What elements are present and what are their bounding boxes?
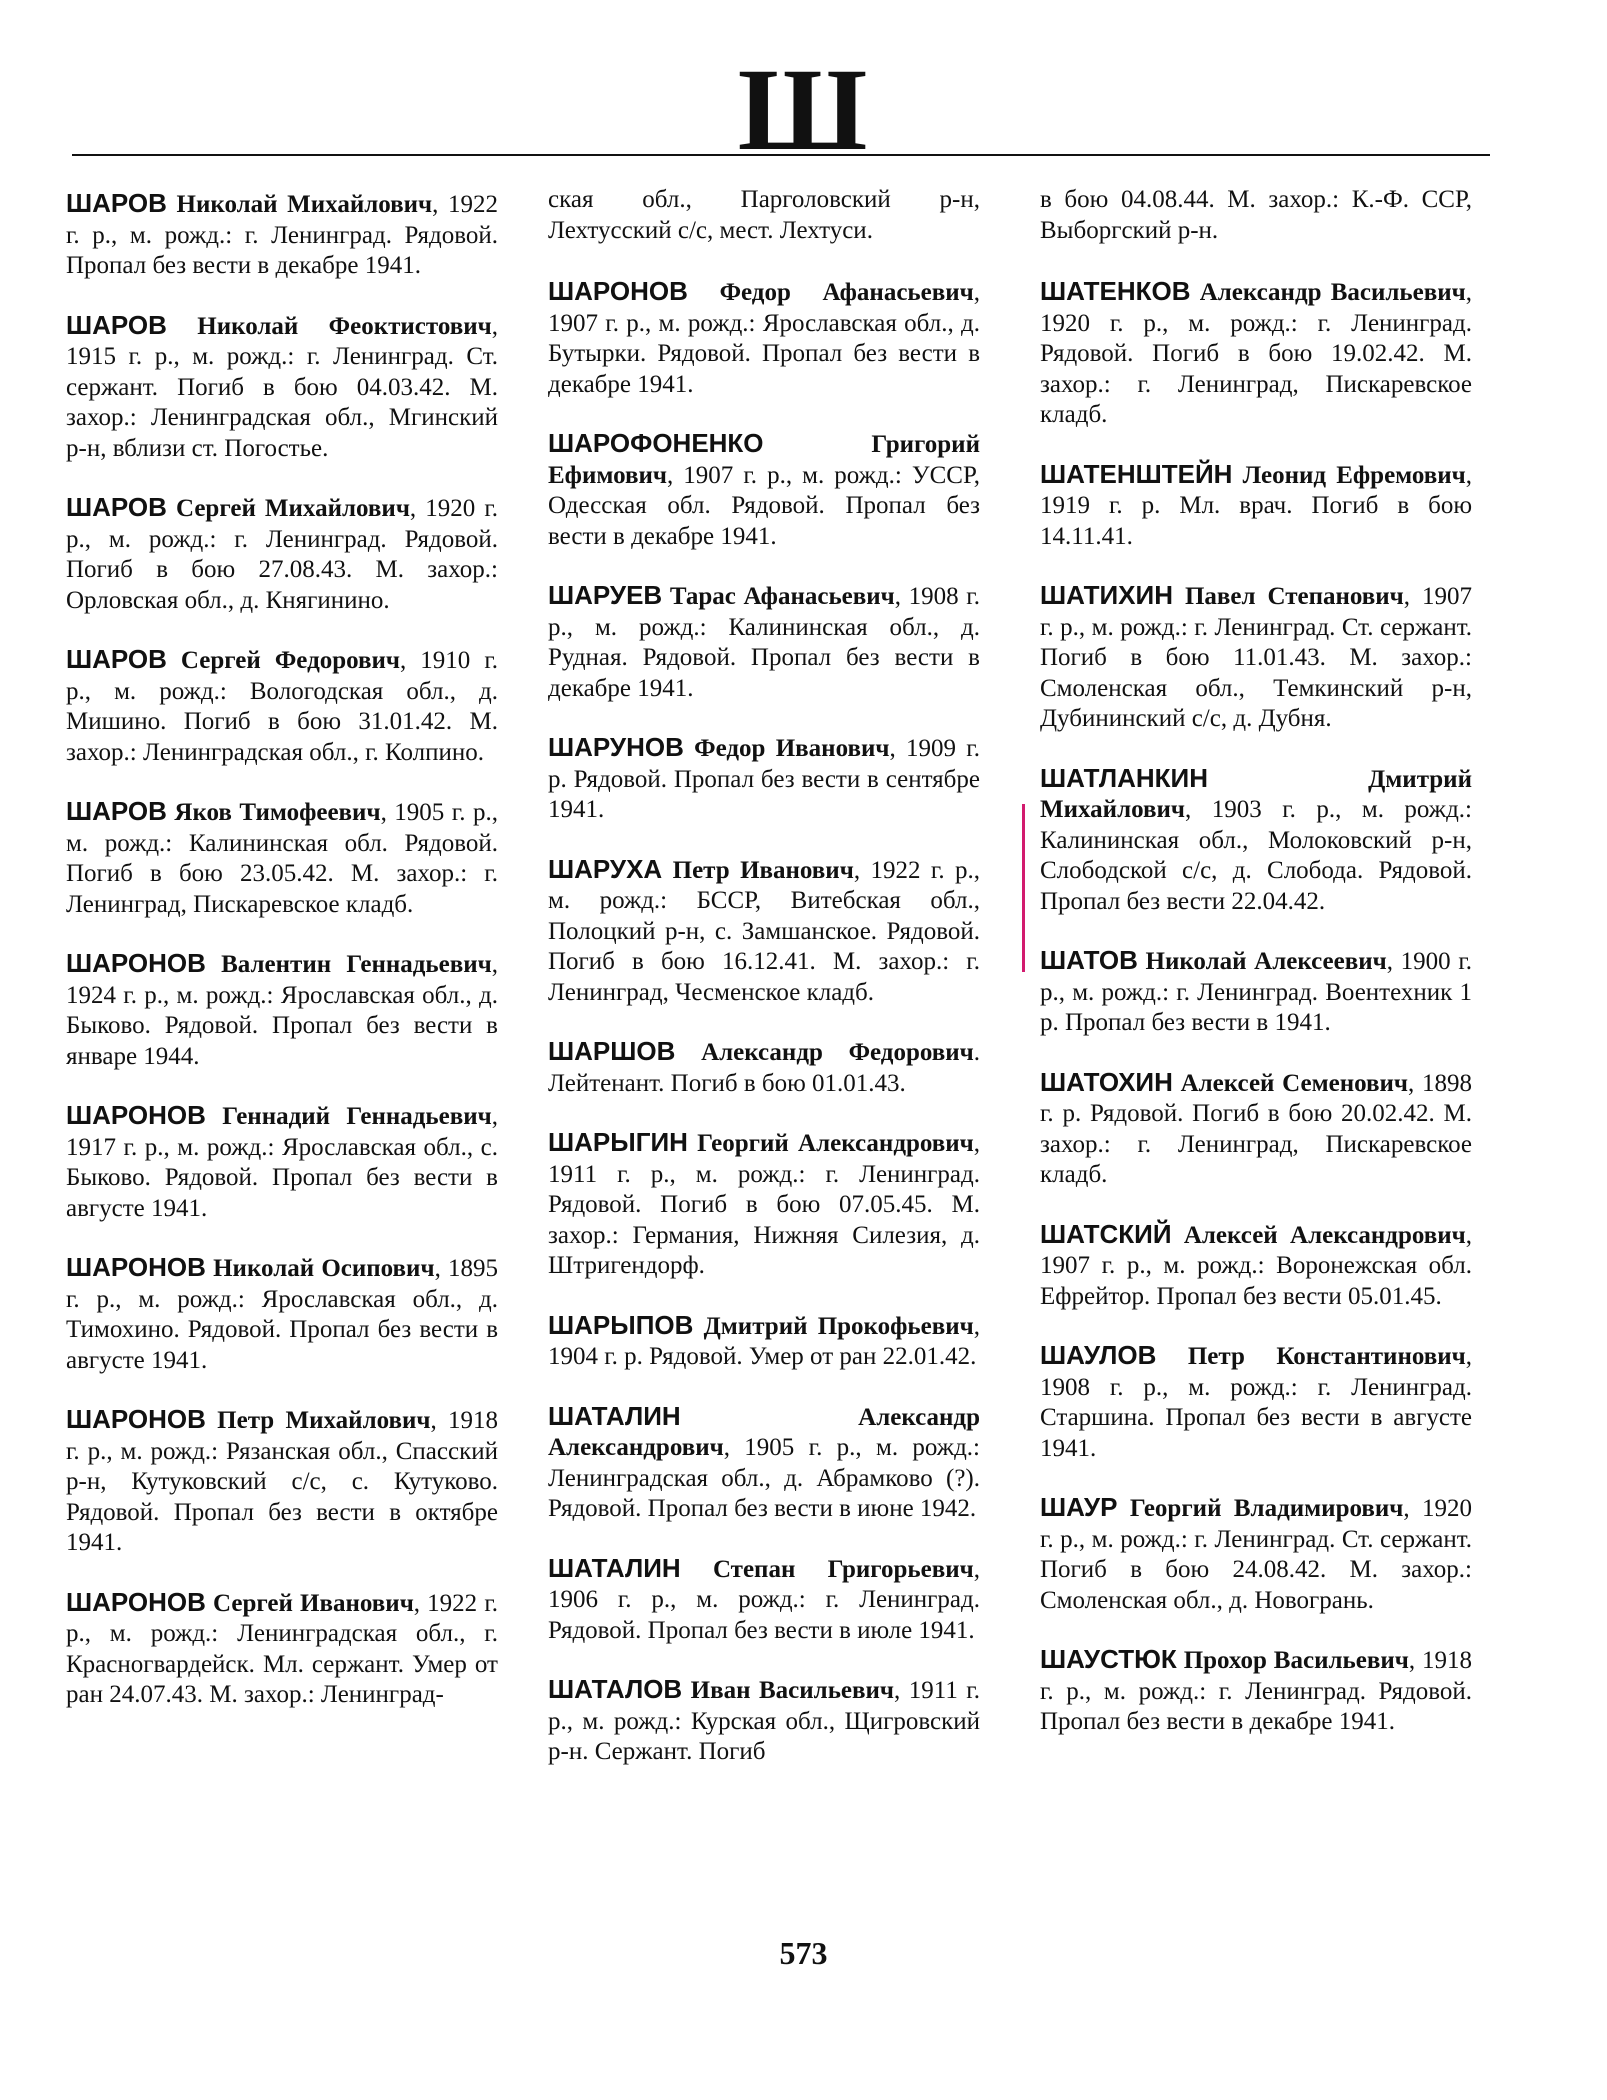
entry-given-names: Григорий Ефимович xyxy=(548,431,980,489)
entry-surname: ШАТАЛИН xyxy=(548,1400,681,1431)
biography-entry xyxy=(1040,276,1472,431)
entry-details: . Лейтенант. Погиб в бою 01.01.43. xyxy=(548,1039,980,1097)
entry-surname: ШАРОВ xyxy=(66,309,167,340)
biography-entry xyxy=(548,1674,980,1768)
entry-given-names: Степан Григорьевич xyxy=(680,1555,974,1583)
biography-entry xyxy=(66,1404,498,1559)
entry-surname: ШАТЕНКОВ xyxy=(1040,276,1191,306)
biography-entry xyxy=(66,644,498,768)
biography-entry xyxy=(548,732,980,826)
biography-entry xyxy=(1040,459,1472,553)
entry-details: , 1920 г. р., м. рожд.: г. Ленинград. Рядовой. Погиб в бою 19.02.42. М. захор.: г. Ленинград, Пискаревское кладб. xyxy=(1040,279,1472,428)
biography-entry xyxy=(66,1252,498,1376)
entry-details: , 1905 г. р., м. рожд.: Калининская обл. Рядовой. Погиб в бою 23.05.42. М. захор.: г. Ленинград, Пискаревское кладб. xyxy=(66,799,498,918)
entry-given-names: Георгий Владимирович xyxy=(1117,1495,1404,1522)
entry-details: , 1907 г. р., м. рожд.: г. Ленинград. Ст. сержант. Погиб в бою 11.01.43. М. захор.: Смоленская обл., Темкинский р-н, Дубининский с/с, д. Дубня. xyxy=(1040,583,1472,732)
biography-entry xyxy=(548,1553,980,1647)
biography-entry xyxy=(548,1401,980,1525)
entry-surname: ШАРШОВ xyxy=(548,1036,676,1066)
entry-details: , 1909 г. р. Рядовой. Пропал без вести в сентябре 1941. xyxy=(548,735,980,823)
biography-entry xyxy=(548,854,980,1009)
entry-given-names: Павел Степанович xyxy=(1172,583,1404,610)
entry-details: ская обл., Парголовский р-н, Лехтусский с/с, мест. Лехтуси. xyxy=(548,186,980,244)
entry-surname: ШАРОНОВ xyxy=(66,948,206,978)
entry-surname: ШАРОВ xyxy=(66,796,167,826)
entry-details: , 1911 г. р., м. рожд.: Курская обл., Щигровский р-н. Сержант. Погиб xyxy=(548,1677,980,1765)
entry-surname: ШАУСТЮК xyxy=(1040,1644,1177,1674)
entry-details: , 1920 г. р., м. рожд.: г. Ленинград. Ст. сержант. Погиб в бою 24.08.42. М. захор.: Смоленская обл., д. Новогрань. xyxy=(1040,1495,1472,1614)
entry-details: , 1903 г. р., м. рожд.: Калининская обл., Молоковский р-н, Слободской с/с, д. Слобода. Рядовой. Пропал без вести 22.04.42. xyxy=(1040,796,1472,915)
biography-entry xyxy=(1040,580,1472,735)
entry-details: , 1922 г. р., м. рожд.: г. Ленинград. Рядовой. Пропал без вести в декабре 1941. xyxy=(66,191,498,279)
entry-details: , 1907 г. р., м. рожд.: Ярославская обл., д. Бутырки. Рядовой. Пропал без вести в декабре 1941. xyxy=(548,279,980,398)
entry-given-names: Яков Тимофеевич xyxy=(166,799,381,826)
entry-details: , 1918 г. р., м. рожд.: г. Ленинград. Рядовой. Пропал без вести в декабре 1941. xyxy=(1040,1647,1472,1735)
entry-given-names: Сергей Михайлович xyxy=(166,495,410,522)
entry-given-names: Валентин Геннадьевич xyxy=(205,951,492,978)
entry-surname: ШАРУНОВ xyxy=(548,732,684,762)
biography-entry xyxy=(548,580,980,704)
entry-given-names: Петр Иванович xyxy=(662,856,854,884)
entry-surname: ШАРОВ xyxy=(66,644,167,674)
biography-entry xyxy=(1040,1067,1472,1191)
entry-surname: ШАУР xyxy=(1040,1492,1118,1522)
entry-details: , 1924 г. р., м. рожд.: Ярославская обл., д. Быково. Рядовой. Пропал без вести в январе 1944. xyxy=(66,951,498,1070)
entry-surname: ШАТСКИЙ xyxy=(1040,1218,1172,1249)
entry-surname: ШАРЫГИН xyxy=(548,1127,688,1157)
entry-given-names: Александр Александрович xyxy=(548,1403,980,1461)
entry-surname: ШАРОНОВ xyxy=(66,1586,206,1617)
entry-surname: ШАРЫПОВ xyxy=(548,1309,694,1340)
biography-entry xyxy=(1040,763,1472,918)
entry-surname: ШАРОВ xyxy=(66,492,167,522)
entry-surname: ШАРОНОВ xyxy=(66,1252,206,1282)
biography-entry xyxy=(66,948,498,1072)
entry-details: , 1918 г. р., м. рожд.: Рязанская обл., Спасский р-н, Кутуковский с/с, с. Кутуково. Рядовой. Пропал без вести в октябре 1941. xyxy=(66,1407,499,1556)
biography-entry xyxy=(548,1036,980,1099)
biography-entry xyxy=(1040,1219,1472,1313)
entry-surname: ШАРУХА xyxy=(548,853,663,884)
entry-details: , 1907 г. р., м. рожд.: УССР, Одесская обл. Рядовой. Пропал без вести в декабре 1941. xyxy=(548,461,980,550)
entry-surname: ШАТОВ xyxy=(1040,945,1138,975)
entry-given-names: Николай Алексеевич xyxy=(1137,948,1387,975)
entry-details: , 1904 г. р. Рядовой. Умер от ран 22.01.42. xyxy=(548,1312,980,1370)
entry-details: , 1920 г. р., м. рожд.: г. Ленинград. Рядовой. Погиб в бою 27.08.43. М. захор.: Орловская обл., д. Княгинино. xyxy=(66,495,498,614)
entry-details: , 1922 г. р., м. рожд.: БССР, Витебская обл., Полоцкий р-н, с. Замшанское. Рядовой. Погиб в бою 16.12.41. М. захор.: г. Ленинград, Чесменское кладб. xyxy=(548,856,981,1006)
biography-entry xyxy=(66,310,498,465)
biography-entry xyxy=(1040,1644,1472,1738)
entry-details: , 1919 г. р. Мл. врач. Погиб в бою 14.11.41. xyxy=(1040,461,1472,550)
entry-surname: ШАРОФОНЕНКО xyxy=(548,428,764,458)
entry-details: , 1908 г. р., м. рожд.: г. Ленинград. Старшина. Пропал без вести в августе 1941. xyxy=(1040,1343,1472,1462)
entry-details: , 1898 г. р. Рядовой. Погиб в бою 20.02.42. М. захор.: г. Ленинград, Пискаревское кладб. xyxy=(1040,1069,1473,1188)
entry-surname: ШАУЛОВ xyxy=(1040,1340,1157,1370)
entry-given-names: Петр Константинович xyxy=(1156,1343,1466,1370)
entry-given-names: Геннадий Геннадьевич xyxy=(205,1103,492,1130)
entry-surname: ШАРОНОВ xyxy=(66,1100,206,1130)
biography-entry xyxy=(1040,1492,1472,1616)
entry-details: , 1910 г. р., м. рожд.: Вологодская обл., д. Мишино. Погиб в бою 31.01.42. М. захор.: Ленинградская обл., г. Колпино. xyxy=(66,647,498,766)
entry-given-names: Николай Феоктистович xyxy=(166,312,492,340)
biography-entry xyxy=(548,1127,980,1282)
entry-given-names: Сергей Иванович xyxy=(205,1589,414,1617)
biography-entry-continuation xyxy=(1040,185,1472,246)
entry-details: , 1911 г. р., м. рожд.: г. Ленинград. Рядовой. Погиб в бою 07.05.45. М. захор.: Германия, Нижняя Силезия, д. Штригендорф. xyxy=(548,1130,980,1279)
biography-entry xyxy=(548,276,980,400)
entry-surname: ШАРОВ xyxy=(66,188,167,218)
entry-surname: ШАТЕНШТЕЙН xyxy=(1040,458,1233,489)
entry-surname: ШАТОХИН xyxy=(1040,1066,1173,1097)
biography-entry xyxy=(66,1587,498,1711)
entry-given-names: Дмитрий Михайлович xyxy=(1040,765,1472,823)
entry-details: , 1895 г. р., м. рожд.: Ярославская обл., д. Тимохино. Рядовой. Пропал без вести в августе 1941. xyxy=(66,1255,499,1374)
entry-given-names: Сергей Федорович xyxy=(166,647,401,674)
entry-surname: ШАРОНОВ xyxy=(548,276,688,306)
entry-details: , 1905 г. р., м. рожд.: Ленинградская обл., д. Абрамково (?). Рядовой. Пропал без вести в июне 1942. xyxy=(548,1434,980,1522)
biography-entry xyxy=(66,1100,498,1224)
entry-details: , 1908 г. р., м. рожд.: Калининская обл., д. Рудная. Рядовой. Пропал без вести в декабре 1941. xyxy=(548,583,980,702)
section-letter: Ш xyxy=(737,44,870,175)
column-3 xyxy=(1040,185,1472,1766)
entry-surname: ШАТЛАНКИН xyxy=(1040,762,1208,793)
entry-details: , 1900 г. р., м. рожд.: г. Ленинград. Воентехник 1 р. Пропал без вести в 1941. xyxy=(1040,948,1472,1036)
entry-given-names: Тарас Афанасьевич xyxy=(662,583,895,610)
entry-given-names: Иван Васильевич xyxy=(682,1677,895,1704)
entry-details: в бою 04.08.44. М. захор.: К.-Ф. ССР, Выборгский р-н. xyxy=(1040,186,1472,244)
entry-given-names: Прохор Васильевич xyxy=(1176,1647,1409,1674)
biography-entry xyxy=(66,492,498,616)
entry-details: , 1917 г. р., м. рожд.: Ярославская обл., с. Быково. Рядовой. Пропал без вести в августе 1941. xyxy=(66,1103,498,1222)
page-number: 573 xyxy=(779,1935,828,1971)
entry-given-names: Николай Михайлович xyxy=(166,191,433,218)
biography-entry xyxy=(66,796,498,920)
biography-entry xyxy=(1040,945,1472,1039)
entry-given-names: Николай Осипович xyxy=(205,1255,435,1282)
entry-surname: ШАРОНОВ xyxy=(66,1404,206,1434)
entry-given-names: Леонид Ефремович xyxy=(1232,461,1466,489)
entry-given-names: Петр Михайлович xyxy=(205,1407,431,1434)
biography-entry-continuation xyxy=(548,185,980,246)
entry-details: , 1906 г. р., м. рожд.: г. Ленинград. Рядовой. Пропал без вести в июле 1941. xyxy=(548,1555,980,1644)
margin-marker xyxy=(1022,804,1025,972)
entry-surname: ШАТИХИН xyxy=(1040,580,1173,610)
entry-given-names: Дмитрий Прокофьевич xyxy=(693,1312,974,1340)
entry-surname: ШАРУЕВ xyxy=(548,580,663,610)
entry-details: , 1907 г. р., м. рожд.: Воронежская обл. Ефрейтор. Пропал без вести 05.01.45. xyxy=(1040,1221,1472,1310)
biography-entry xyxy=(66,188,498,282)
biography-entry xyxy=(1040,1340,1472,1464)
entry-given-names: Федор Иванович xyxy=(683,735,890,762)
column-1 xyxy=(66,188,498,1739)
entry-given-names: Александр Васильевич xyxy=(1190,279,1466,306)
entry-details: , 1915 г. р., м. рожд.: г. Ленинград. Ст. сержант. Погиб в бою 04.03.42. М. захор.: Ленинградская обл., Мгинский р-н, вблизи ст. Погостье. xyxy=(66,312,498,462)
entry-given-names: Алексей Александрович xyxy=(1171,1221,1466,1249)
entry-given-names: Александр Федорович xyxy=(675,1039,974,1066)
biography-entry xyxy=(548,1310,980,1373)
header-divider xyxy=(72,154,1490,156)
entry-given-names: Георгий Александрович xyxy=(687,1130,974,1157)
column-2 xyxy=(548,185,980,1796)
entry-details: , 1922 г. р., м. рожд.: Ленинградская обл., г. Красногвардейск. Мл. сержант. Умер от ран 24.07.43. М. захор.: Ленинград- xyxy=(66,1589,498,1708)
entry-given-names: Алексей Семенович xyxy=(1172,1069,1409,1097)
entry-surname: ШАТАЛОВ xyxy=(548,1674,683,1704)
entry-given-names: Федор Афанасьевич xyxy=(687,279,974,306)
entry-surname: ШАТАЛИН xyxy=(548,1552,681,1583)
biography-entry xyxy=(548,428,980,552)
